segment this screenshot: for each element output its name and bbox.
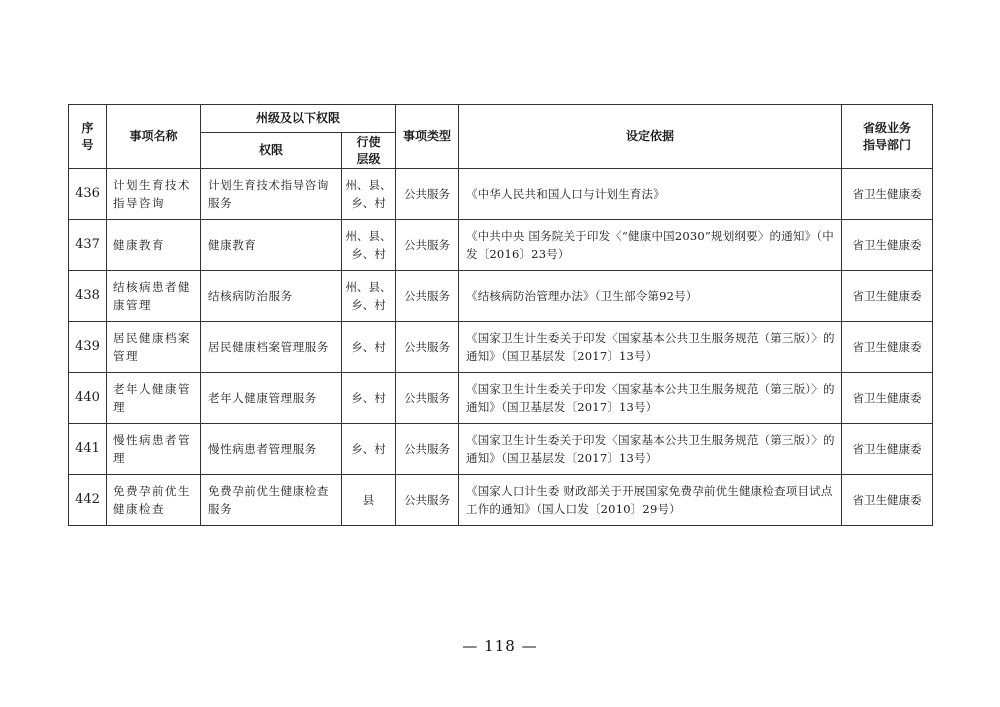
table-row [69, 322, 933, 373]
row-item-type: 公共服务 [396, 373, 459, 424]
row-basis: 《国家卫生计生委关于印发〈国家基本公共卫生服务规范（第三版）〉的通知》（国卫基层发〔2017〕13号） [459, 322, 842, 373]
header-item-name: 事项名称 [107, 105, 201, 169]
header-item-type: 事项类型 [396, 105, 459, 169]
row-dept: 省卫生健康委 [842, 373, 933, 424]
row-authority: 免费孕前优生健康检查服务 [201, 475, 342, 526]
row-basis: 《国家人口计生委 财政部关于开展国家免费孕前优生健康检查项目试点工作的通知》（国人口发〔2010〕29号） [459, 475, 842, 526]
row-seq: 442 [69, 475, 107, 526]
row-exercise-level: 州、县、乡、村 [342, 169, 396, 220]
page-number: — 118 — [462, 637, 538, 655]
row-seq: 437 [69, 220, 107, 271]
row-basis: 《中华人民共和国人口与计划生育法》 [459, 169, 842, 220]
table-row [69, 475, 933, 526]
header-prefecture-group: 州级及以下权限 [201, 105, 396, 133]
row-exercise-level: 乡、村 [342, 373, 396, 424]
row-seq: 438 [69, 271, 107, 322]
row-seq: 441 [69, 424, 107, 475]
row-dept: 省卫生健康委 [842, 271, 933, 322]
row-basis: 《中共中央 国务院关于印发〈“健康中国2030”规划纲要〉的通知》（中发〔2016〕23号） [459, 220, 842, 271]
row-authority: 居民健康档案管理服务 [201, 322, 342, 373]
table-body [69, 169, 933, 526]
header-basis: 设定依据 [459, 105, 842, 169]
header-seq: 序号 [69, 105, 107, 169]
row-item-name: 结核病患者健康管理 [107, 271, 201, 322]
admin-items-table [68, 104, 933, 526]
row-item-type: 公共服务 [396, 475, 459, 526]
row-exercise-level: 州、县、乡、村 [342, 271, 396, 322]
row-seq: 436 [69, 169, 107, 220]
row-item-type: 公共服务 [396, 271, 459, 322]
row-item-name: 计划生育技术指导咨询 [107, 169, 201, 220]
header-row [69, 105, 933, 133]
row-authority: 老年人健康管理服务 [201, 373, 342, 424]
row-basis: 《结核病防治管理办法》（卫生部令第92号） [459, 271, 842, 322]
row-exercise-level: 乡、村 [342, 322, 396, 373]
row-authority: 慢性病患者管理服务 [201, 424, 342, 475]
table-row [69, 271, 933, 322]
row-dept: 省卫生健康委 [842, 220, 933, 271]
header-dept: 省级业务指导部门 [842, 105, 933, 169]
row-item-name: 健康教育 [107, 220, 201, 271]
row-dept: 省卫生健康委 [842, 169, 933, 220]
table-row [69, 424, 933, 475]
row-exercise-level: 州、县、乡、村 [342, 220, 396, 271]
row-authority: 健康教育 [201, 220, 342, 271]
row-basis: 《国家卫生计生委关于印发〈国家基本公共卫生服务规范（第三版）〉的通知》（国卫基层发〔2017〕13号） [459, 424, 842, 475]
table-row [69, 169, 933, 220]
header-authority: 权限 [201, 133, 342, 169]
row-dept: 省卫生健康委 [842, 475, 933, 526]
row-authority: 结核病防治服务 [201, 271, 342, 322]
table-row [69, 220, 933, 271]
row-item-name: 慢性病患者管理 [107, 424, 201, 475]
header-exercise-level: 行使层级 [342, 133, 396, 169]
row-item-type: 公共服务 [396, 424, 459, 475]
row-exercise-level: 乡、村 [342, 424, 396, 475]
row-seq: 439 [69, 322, 107, 373]
row-basis: 《国家卫生计生委关于印发〈国家基本公共卫生服务规范（第三版）〉的通知》（国卫基层发〔2017〕13号） [459, 373, 842, 424]
row-item-name: 居民健康档案管理 [107, 322, 201, 373]
row-exercise-level: 县 [342, 475, 396, 526]
row-seq: 440 [69, 373, 107, 424]
row-item-type: 公共服务 [396, 322, 459, 373]
row-item-type: 公共服务 [396, 169, 459, 220]
table-row [69, 373, 933, 424]
row-authority: 计划生育技术指导咨询服务 [201, 169, 342, 220]
row-dept: 省卫生健康委 [842, 322, 933, 373]
row-item-type: 公共服务 [396, 220, 459, 271]
row-item-name: 老年人健康管理 [107, 373, 201, 424]
row-item-name: 免费孕前优生健康检查 [107, 475, 201, 526]
row-dept: 省卫生健康委 [842, 424, 933, 475]
